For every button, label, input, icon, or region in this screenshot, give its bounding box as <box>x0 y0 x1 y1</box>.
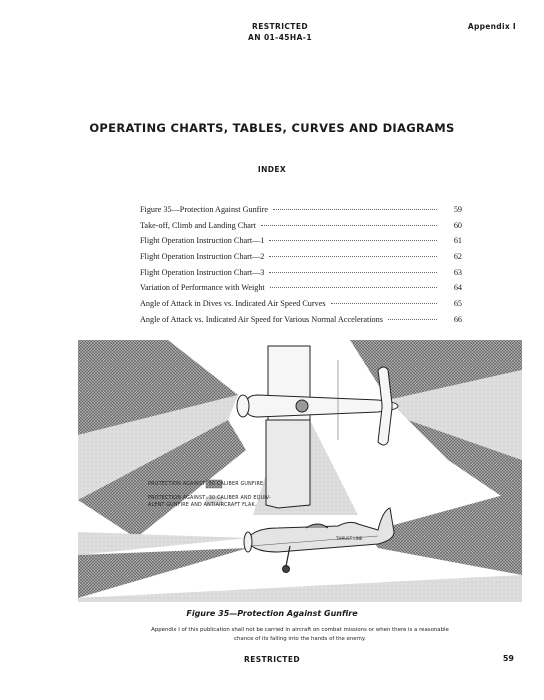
page-number: 59 <box>502 654 514 663</box>
index-entry-title: Angle of Attack in Dives vs. Indicated Air Speed Curves <box>140 299 326 309</box>
index-entry-page: 62 <box>453 252 462 262</box>
index-entry <box>140 252 462 268</box>
index-entry <box>140 283 462 299</box>
page-header <box>0 22 544 52</box>
security-note: Appendix I of this publication shall not be carried in aircraft on combat missions or when there is a reasonable chance of its falling into the hands of the enemy. <box>151 627 449 642</box>
legend-text-50-caliber: PROTECTION AGAINST .50 CALIBER GUNFIRE. <box>148 482 265 487</box>
header-restricted-label: RESTRICTED <box>252 22 308 31</box>
index-entry-page: 60 <box>453 220 462 230</box>
side-crosshatch-front <box>78 548 248 598</box>
protection-against-gunfire-figure <box>78 340 522 602</box>
index-entry <box>140 299 462 315</box>
footer-restricted-label: RESTRICTED <box>244 655 300 664</box>
index-entry-page: 63 <box>453 267 462 277</box>
index-heading: INDEX <box>257 165 287 174</box>
index-entry-title: Flight Operation Instruction Chart—1 <box>140 236 265 246</box>
index-entry <box>140 268 462 284</box>
figure-caption: Figure 35—Protection Against Gunfire <box>186 609 358 618</box>
appendix-label: Appendix I <box>467 22 516 31</box>
side-canopy <box>306 524 328 528</box>
index-entry-title: Angle of Attack vs. Indicated Air Speed for Various Normal Accelerations <box>140 314 383 324</box>
page-title: OPERATING CHARTS, TABLES, CURVES AND DIAGRAMS <box>89 121 455 135</box>
legend-text-30-caliber: PROTECTION AGAINST .30 CALIBER AND EQUIV- ALENT GUNFIRE AND ANTIAIRCRAFT FLAK. <box>148 496 272 508</box>
side-view-aircraft <box>244 508 394 573</box>
side-light-lower <box>78 575 522 602</box>
index-entry-page: 65 <box>453 299 462 309</box>
index-entry-page: 61 <box>453 236 462 246</box>
dot-leader <box>388 318 437 320</box>
index-entry-title: Take-off, Climb and Landing Chart <box>140 220 256 230</box>
dot-leader <box>269 271 437 273</box>
cockpit <box>296 400 308 412</box>
fuselage <box>246 395 398 417</box>
index-entry-title: Figure 35—Protection Against Gunfire <box>140 205 269 214</box>
index-entry <box>140 236 462 252</box>
spinner <box>237 395 249 417</box>
index-entry-title: Flight Operation Instruction Chart—3 <box>140 267 265 277</box>
index-entry-title: Variation of Performance with Weight <box>140 283 265 293</box>
index-entry-title: Flight Operation Instruction Chart—2 <box>140 252 265 262</box>
dot-leader <box>270 286 437 288</box>
dot-leader <box>269 239 437 241</box>
index-entry-page: 66 <box>453 314 462 324</box>
side-spinner <box>244 532 252 552</box>
index-entry <box>140 221 462 237</box>
thrust-line-label: THRUST LINE <box>336 536 363 541</box>
dot-leader <box>331 302 437 304</box>
index-list <box>140 205 462 331</box>
landing-gear-wheel <box>283 566 290 573</box>
gunfire-protection-diagram <box>78 340 522 602</box>
index-entry <box>140 315 462 331</box>
index-entry <box>140 205 462 221</box>
dot-leader <box>261 224 437 226</box>
dot-leader <box>269 255 437 257</box>
document-number: AN 01-45HA-1 <box>248 33 312 42</box>
index-entry-page: 64 <box>453 283 462 293</box>
dot-leader <box>273 208 437 210</box>
index-entry-page: 59 <box>453 205 462 214</box>
